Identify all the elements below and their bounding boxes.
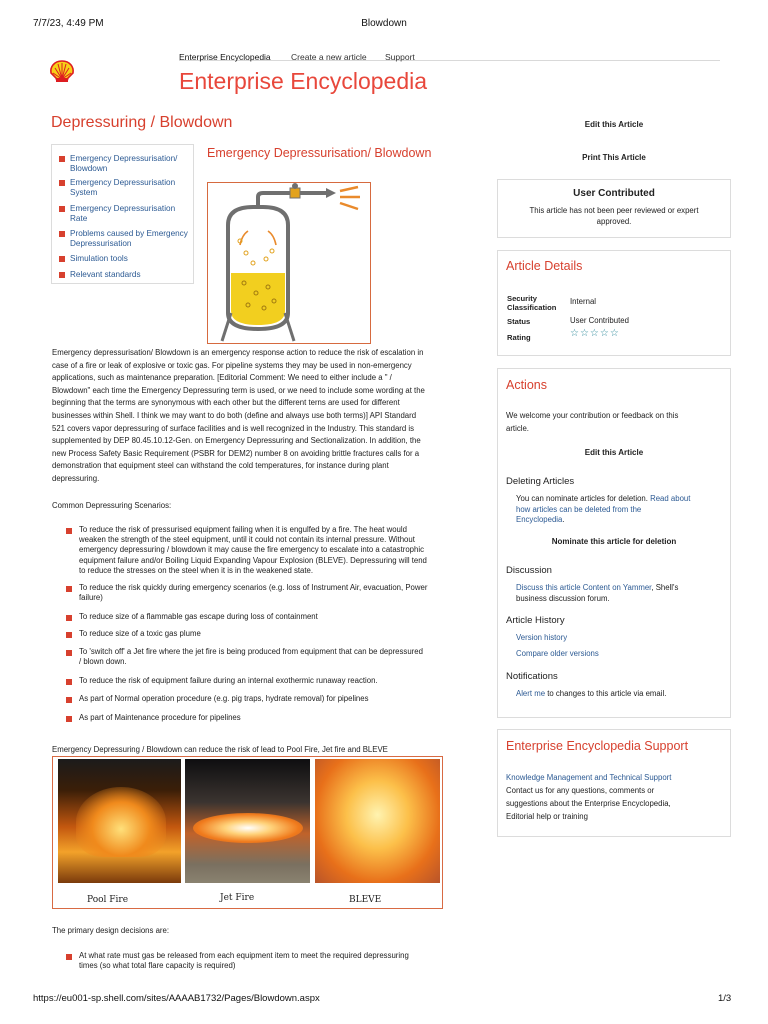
alert-me-link[interactable]: Alert me <box>516 689 546 698</box>
actions-title: Actions <box>506 378 547 392</box>
status-value: User Contributed <box>570 316 629 325</box>
actions-welcome-text <box>506 409 678 435</box>
security-label-line: Classification <box>507 303 557 312</box>
intro-line: Emergency depressurisation/ Blowdown is an emergency response action to reduce the risk of escalation in <box>52 348 424 357</box>
actions-welcome-line: article. <box>506 424 529 433</box>
support-text <box>506 771 671 823</box>
security-label-line: Security <box>507 294 537 303</box>
actions-edit-link[interactable]: Edit this Article <box>584 448 644 457</box>
intro-line: businesses within Shell. I think we may want to do both (define and always use both terms)] API Standard <box>52 410 417 420</box>
scenario-line: To reduce size of a toxic gas plume <box>79 629 201 638</box>
discussion-text-span: , Shell's <box>651 583 679 592</box>
scenario-line: As part of Maintenance procedure for pipelines <box>79 713 241 722</box>
scenario-item <box>66 694 486 704</box>
scenario-line: As part of Normal operation procedure (e.g. pig traps, hydrate removal) for pipelines <box>79 694 369 703</box>
notifications-heading: Notifications <box>506 671 558 682</box>
scenario-item <box>66 583 486 603</box>
table-of-contents <box>51 144 194 284</box>
scenario-line: / blown down. <box>79 657 127 667</box>
scenario-item <box>66 713 486 723</box>
discussion-text-line: business discussion forum. <box>516 593 610 603</box>
page-title: Depressuring / Blowdown <box>51 114 233 131</box>
security-value: Internal <box>570 297 597 306</box>
support-line: Contact us for any questions, comments or <box>506 786 655 795</box>
intro-line: depressuring. <box>52 473 100 483</box>
pool-fire-label: Pool Fire <box>87 895 129 905</box>
rating-stars-icon[interactable]: ☆☆☆☆☆ <box>570 328 620 339</box>
intro-line: 521 covers vapor depressuring of surface facilities and is well recognized in the Industry. This standard is <box>52 423 415 433</box>
actions-panel <box>497 368 731 718</box>
scenario-line: emergency depressuring / blowdown it may cause the fire emergency to escalate into a catastrophic <box>79 545 424 555</box>
intro-line: new Process Safety Basic Requirement (PSBR for DEM2) number 8 on avoiding brittle fractures calls for a <box>52 448 420 458</box>
history-heading: Article History <box>506 615 565 626</box>
print-datetime: 7/7/23, 4:49 PM <box>33 18 104 29</box>
km-support-link[interactable]: Knowledge Management and Technical Support <box>506 773 672 782</box>
nav-create-article[interactable]: Create a new article <box>291 52 367 62</box>
intro-line: demonstration that equipment steel can withstand the cold temperatures, for instance during plant <box>52 461 389 471</box>
jet-fire-image <box>185 759 310 883</box>
scenario-item <box>66 629 486 639</box>
scenario-line: to reduce the stresses on the steel when it is in the weakened state. <box>79 565 314 575</box>
print-doc-title: Blowdown <box>361 18 407 29</box>
support-panel <box>497 729 731 837</box>
footer-url: https://eu001-sp.shell.com/sites/AAAAB1732/Pages/Blowdown.aspx <box>33 993 320 1004</box>
read-about-deletion-link-end[interactable]: Encyclopedia <box>516 515 563 524</box>
deleting-text-span: You can nominate articles for deletion. <box>516 494 648 503</box>
deleting-heading: Deleting Articles <box>506 476 575 487</box>
user-contributed-panel <box>497 179 731 238</box>
intro-line: beginning that the terms are synonymous with each other but the different terns are used for different <box>52 398 400 408</box>
alert-text <box>516 689 666 700</box>
support-line: Editorial help or training <box>506 812 588 821</box>
user-contributed-line: This article has not been peer reviewed or expert <box>529 206 699 215</box>
nav-support[interactable]: Support <box>385 52 415 62</box>
edit-article-link[interactable]: Edit this Article <box>584 120 644 129</box>
compare-versions-link[interactable]: Compare older versions <box>516 649 599 658</box>
scenario-line: To reduce size of a flammable gas escape during loss of containment <box>79 612 318 621</box>
scenario-line: equipment failure and/or Boiling Liquid Expanding Vapour Explosion (BLEVE). Depressuring will tend <box>79 555 427 565</box>
scenario-line: To reduce the risk of equipment failure during an internal exothermic runaway reaction. <box>79 676 378 685</box>
support-title: Enterprise Encyclopedia Support <box>506 739 689 753</box>
security-label <box>507 294 556 312</box>
section-heading: Emergency Depressurisation/ Blowdown <box>207 146 432 160</box>
toc-item-system[interactable]: Emergency Depressurisation System <box>59 178 189 198</box>
status-label: Status <box>507 317 531 326</box>
scenario-line: weaken the strength of the steel equipment, until it could not contain its internal pressure. Without <box>79 535 415 545</box>
design-line: At what rate must gas be released from each equipment item to meet the required depressuring <box>79 951 409 960</box>
version-history-link[interactable]: Version history <box>516 633 568 642</box>
toc-item-problems[interactable]: Problems caused by Emergency Depressurisation <box>59 229 189 249</box>
bleve-image <box>315 759 440 883</box>
scenario-item <box>66 676 486 686</box>
discussion-heading: Discussion <box>506 565 552 576</box>
pool-fire-image <box>58 759 181 883</box>
scenario-line: To reduce the risk quickly during emergency scenarios (e.g. loss of Instrument Air, evacuation, Power <box>79 583 428 592</box>
scenario-line: failure) <box>79 593 103 603</box>
fire-caption: Emergency Depressuring / Blowdown can reduce the risk of lead to Pool Fire, Jet fire and BLEVE <box>52 745 388 754</box>
scenario-item <box>66 647 486 667</box>
read-about-deletion-link[interactable]: Read about <box>650 494 691 503</box>
fire-types-figure <box>52 756 443 909</box>
article-details-panel <box>497 250 731 356</box>
design-line: times (so what total flare capacity is required) <box>79 961 236 971</box>
article-details-title: Article Details <box>506 259 583 273</box>
design-item <box>66 951 486 971</box>
jet-fire-label: Jet Fire <box>220 893 255 903</box>
intro-line: case of a fire or leak of explosive or toxic gas. For pipeline systems they may be used in non-emergency <box>52 360 412 370</box>
nominate-deletion-link[interactable]: Nominate this article for deletion <box>551 537 677 546</box>
read-about-deletion-link-line[interactable]: how articles can be deleted from the <box>516 504 642 514</box>
alert-text-span: to changes to this article via email. <box>545 689 667 698</box>
user-contributed-line: approved. <box>596 216 632 226</box>
intro-paragraph <box>52 347 492 486</box>
toc-item-simulation[interactable]: Simulation tools <box>59 254 189 264</box>
toc-item-rate[interactable]: Emergency Depressurisation Rate <box>59 204 189 224</box>
user-contributed-text <box>498 206 730 227</box>
intro-line: Blowdown" each time the Emergency Depressuring term is used, or we need to include some wording at the <box>52 385 425 395</box>
yammer-discussion-link[interactable]: Discuss this article Content on Yammer <box>516 583 652 592</box>
nav-enterprise-encyclopedia[interactable]: Enterprise Encyclopedia <box>179 52 271 62</box>
depressuring-vessel-diagram <box>207 182 371 344</box>
intro-line: applications, such as maintenance preparation. [Editorial Comment: We need to either include a " / <box>52 373 392 383</box>
scenario-item <box>66 525 486 576</box>
scenario-line: To reduce the risk of pressurised equipment failing when it is engulfed by a fire. The heat would <box>79 525 407 534</box>
print-article-link[interactable]: Print This Article <box>582 153 646 162</box>
bleve-label: BLEVE <box>349 895 382 905</box>
site-title[interactable]: Enterprise Encyclopedia <box>179 68 428 94</box>
deleting-text <box>516 494 726 526</box>
scenarios-heading: Common Depressuring Scenarios: <box>52 501 172 510</box>
scenario-line: To 'switch off' a Jet fire where the jet fire is being produced from equipment that can be depressured <box>79 647 423 656</box>
discussion-text <box>516 583 726 604</box>
footer-page-number: 1/3 <box>718 993 732 1004</box>
shell-logo-icon[interactable] <box>49 60 75 84</box>
toc-item-emergency-depressurisation[interactable]: Emergency Depressurisation/ Blowdown <box>59 154 189 174</box>
toc-item-standards[interactable]: Relevant standards <box>59 270 189 280</box>
actions-welcome-line: We welcome your contribution or feedback on this <box>506 411 679 420</box>
user-contributed-title: User Contributed <box>573 188 655 199</box>
rating-label: Rating <box>507 333 531 342</box>
scenario-item <box>66 612 486 622</box>
deleting-period: . <box>562 515 565 524</box>
design-heading: The primary design decisions are: <box>52 926 170 935</box>
support-line: suggestions about the Enterprise Encyclopedia, <box>506 799 671 808</box>
intro-line: supplemented by DEP 80.45.10.12-Gen. on Emergency Depressuring and Sectionalization. In addition, the <box>52 436 421 446</box>
